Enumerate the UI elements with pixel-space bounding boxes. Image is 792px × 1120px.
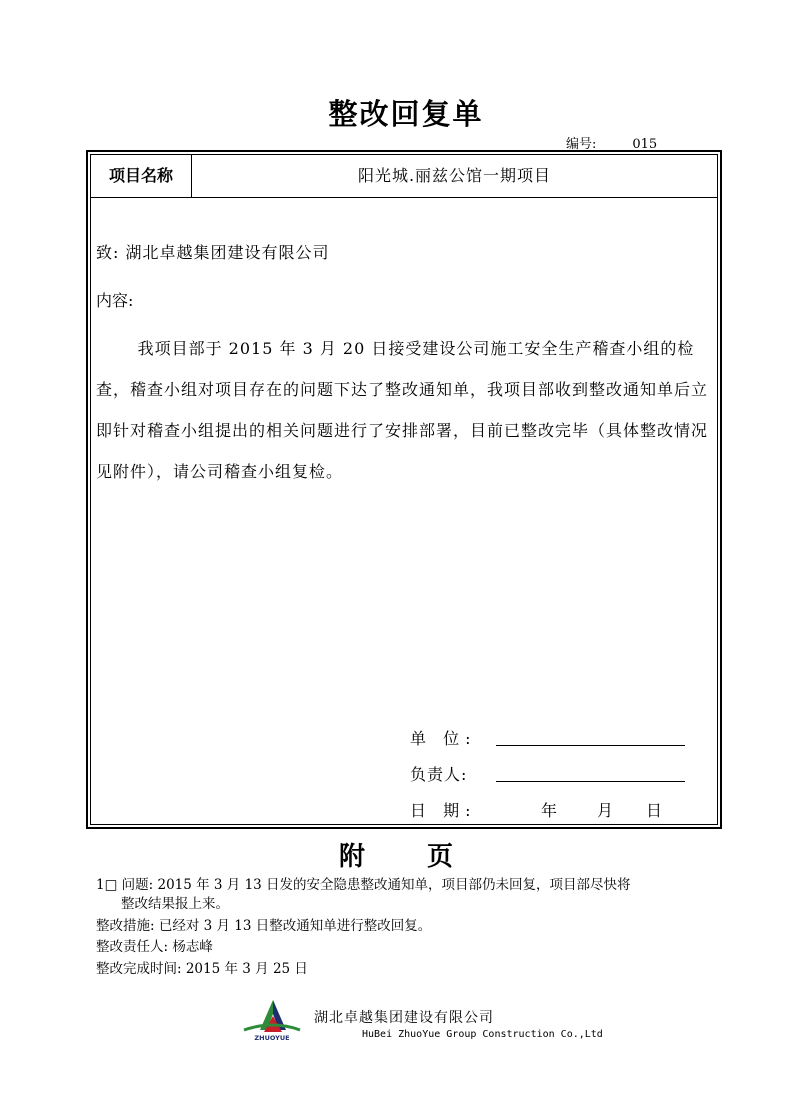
appendix-title-right: 页 [427,842,454,872]
footer-company-cn: 湖北卓越集团建设有限公司 [314,1010,494,1026]
company-logo-icon [240,998,304,1042]
serial-label: 编号: [566,137,597,152]
person-row [410,762,486,785]
footer-company-en: HuBei ZhuoYue Group Construction Co.,Ltd [362,1029,603,1040]
unit-signature-line[interactable] [496,745,685,746]
date-day: 日 [646,801,663,820]
appendix-line-4: 整改完成时间: 2015 年 3 月 25 日 [96,961,308,977]
document-title: 整改回复单 [328,97,484,131]
appendix-line-3: 整改责任人: 杨志峰 [96,939,213,955]
unit-label: 单 位: [410,729,477,748]
date-label: 日 期: [410,801,477,820]
project-name: 阳光城.丽兹公馆一期项目 [357,166,552,185]
person-label: 负责人: [410,765,468,784]
project-row [91,155,717,198]
logo-text: ZHUOYUE [254,1034,290,1042]
person-signature-line[interactable] [496,781,685,782]
serial-value: 015 [632,137,658,152]
appendix-line-1b: 整改结果报上来。 [121,896,229,912]
content-label: 内容: [96,291,134,310]
date-row [410,798,670,820]
reply-body [96,328,708,492]
project-label: 项目名称 [91,155,192,197]
appendix-title [0,836,792,873]
appendix-title-left: 附 [338,842,365,872]
date-year: 年 [541,801,558,820]
appendix-line-1: 1□ 问题: 2015 年 3 月 13 日发的安全隐患整改通知单，项目部仍未回复，项目部尽快将 [96,877,631,893]
addressee: 致: 湖北卓越集团建设有限公司 [96,243,330,262]
reply-body-paragraph: 我项目部于 2015 年 3 月 20 日接受建设公司施工安全生产稽查小组的检查，稽查小组对项目存在的问题下达了整改通知单，我项目部收到整改通知单后立即针对稽查小组提出的相关问题进行了安排部署，目前已整改完毕（具体整改情况见附件），请公司稽查小组复检。 [96,339,709,481]
unit-row [410,726,486,749]
date-month: 月 [597,801,614,820]
appendix-line-2: 整改措施: 已经对 3 月 13 日整改通知单进行整改回复。 [96,918,432,934]
